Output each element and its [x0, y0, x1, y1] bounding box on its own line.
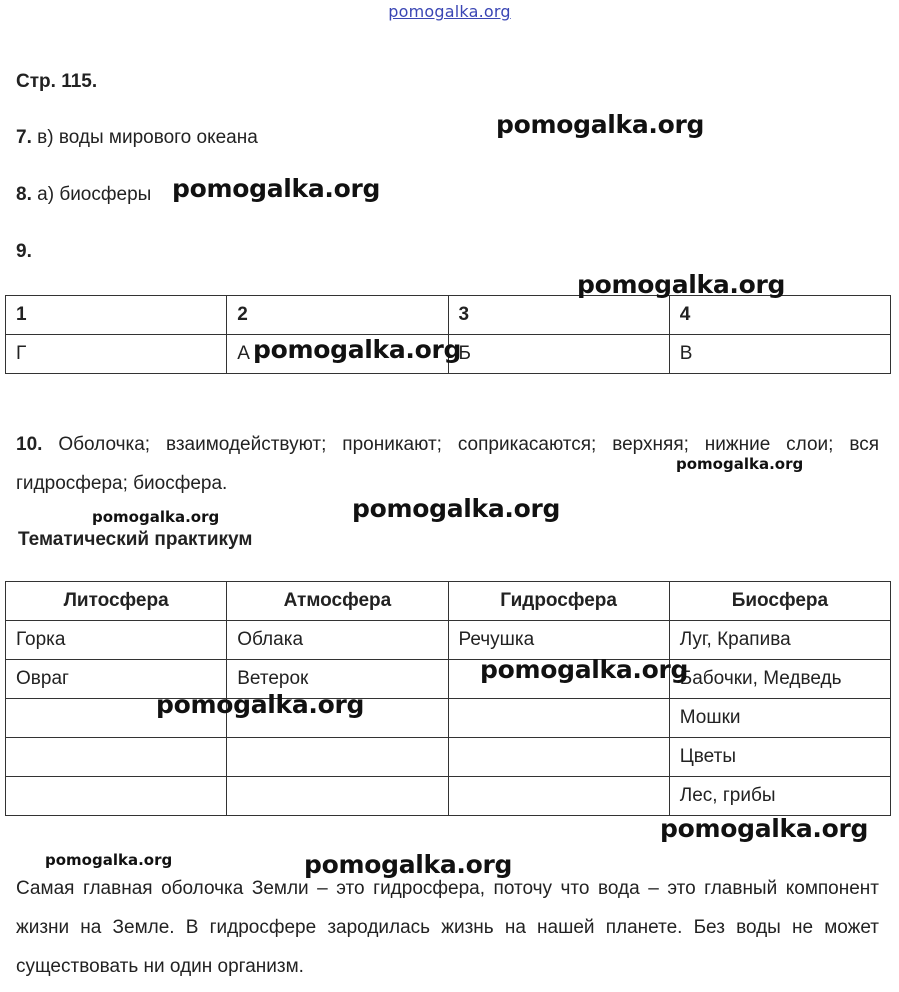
table-row: [6, 296, 891, 335]
table-row: [6, 621, 891, 660]
page-reference: Стр. 115.: [16, 71, 98, 92]
conclusion-paragraph: Самая главная оболочка Земли – это гидросфера, поточу что вода – это главный компонент жизни на Земле. В гидросфере зародилась жизнь на нашей планете. Без воды не может существовать ни один организм.: [16, 878, 879, 977]
table-cell: 4: [669, 296, 890, 335]
column-header: Биосфера: [669, 582, 890, 621]
practicum-table: [5, 581, 891, 816]
answer-8-number: 8.: [16, 184, 32, 205]
table-cell: 2: [227, 296, 448, 335]
table-cell: Мошки: [669, 699, 890, 738]
watermark: pomogalka.org: [577, 270, 786, 299]
table-cell: Луг, Крапива: [669, 621, 890, 660]
watermark: pomogalka.org: [172, 174, 381, 203]
watermark: pomogalka.org: [253, 335, 462, 364]
answer-8-text: а) биосферы: [37, 184, 152, 205]
answer-7-number: 7.: [16, 127, 32, 148]
table-cell: Цветы: [669, 738, 890, 777]
watermark: pomogalka.org: [92, 508, 220, 526]
table-cell: [227, 738, 448, 777]
table-row: [6, 699, 891, 738]
watermark: pomogalka.org: [45, 851, 173, 869]
table-cell: А: [227, 335, 448, 374]
table-cell: Б: [448, 335, 669, 374]
table-cell: [448, 699, 669, 738]
table-cell: Речушка: [448, 621, 669, 660]
table-cell: Ветерок: [227, 660, 448, 699]
answer-9-number: 9.: [16, 241, 32, 262]
answer-10-text: Оболочка; взаимодействуют; проникают; соприкасаются; верхняя; нижние слои; вся гидросфера; биосфера.: [16, 434, 879, 494]
watermark: pomogalka.org: [660, 814, 869, 843]
column-header: Литосфера: [6, 582, 227, 621]
table-cell: 1: [6, 296, 227, 335]
column-header: Гидросфера: [448, 582, 669, 621]
table-cell: В: [669, 335, 890, 374]
table-row: [6, 777, 891, 816]
table-cell: Облака: [227, 621, 448, 660]
table-cell: [448, 777, 669, 816]
table-cell: Бабочки, Медведь: [669, 660, 890, 699]
table-cell: Г: [6, 335, 227, 374]
table-cell: [6, 738, 227, 777]
top-site-link[interactable]: pomogalka.org: [388, 2, 511, 21]
table-cell: Лес, грибы: [669, 777, 890, 816]
watermark: pomogalka.org: [676, 455, 804, 473]
answer-7: [16, 127, 258, 149]
column-header: Атмосфера: [227, 582, 448, 621]
answer-10-number: 10.: [16, 434, 43, 455]
watermark: pomogalka.org: [156, 690, 365, 719]
table-row: [6, 738, 891, 777]
answer-7-text: в) воды мирового океана: [37, 127, 258, 148]
watermark: pomogalka.org: [352, 494, 561, 523]
table-cell: [227, 777, 448, 816]
answer-8: [16, 184, 151, 206]
table-cell: [448, 738, 669, 777]
table-header-row: [6, 582, 891, 621]
table-cell: Горка: [6, 621, 227, 660]
watermark: pomogalka.org: [304, 850, 513, 879]
watermark: pomogalka.org: [496, 110, 705, 139]
table-cell: Овраг: [6, 660, 227, 699]
table-cell: [6, 777, 227, 816]
table-row: [6, 660, 891, 699]
watermark: pomogalka.org: [480, 655, 689, 684]
table-cell: 3: [448, 296, 669, 335]
practicum-title: Тематический практикум: [18, 529, 253, 550]
